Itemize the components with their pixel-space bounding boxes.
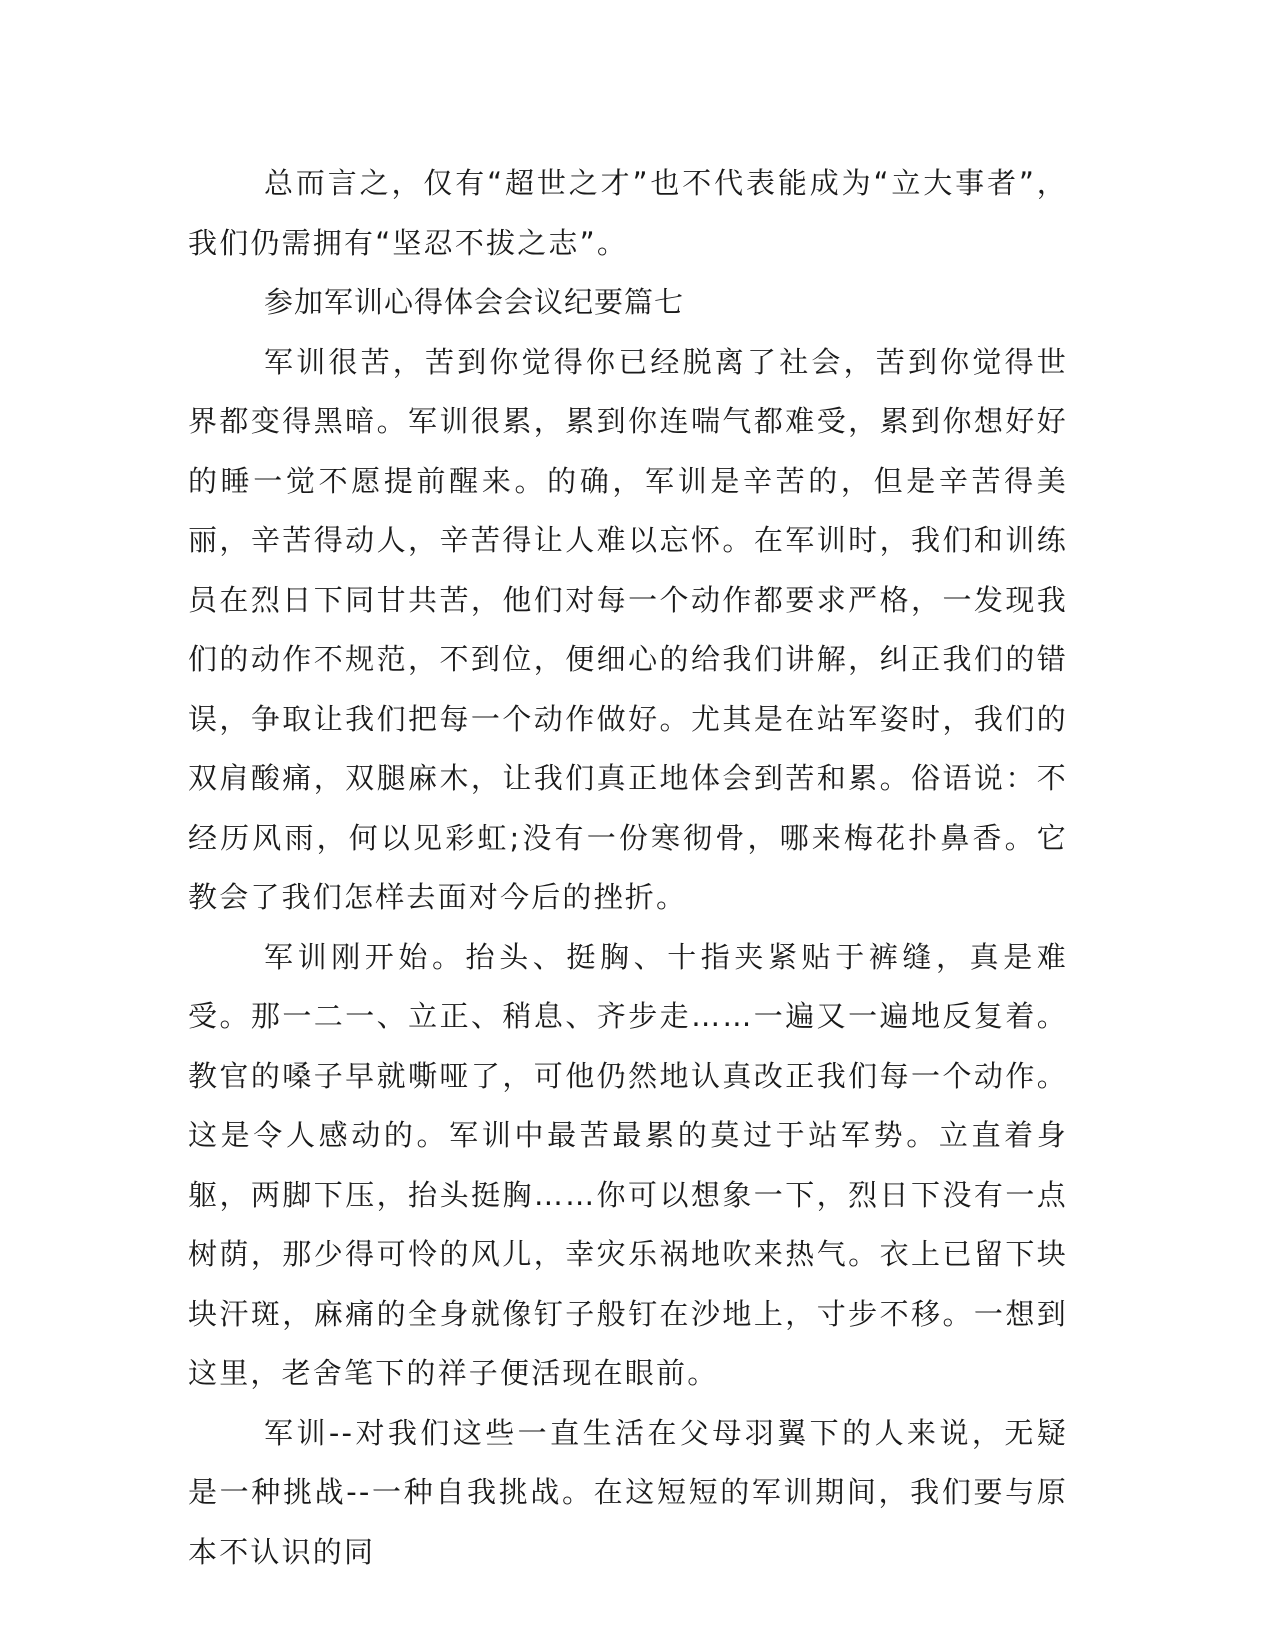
paragraph-training-start: 军训刚开始。抬头、挺胸、十指夹紧贴于裤缝，真是难受。那一二一、立正、稍息、齐步走……一遍又一遍地反复着。教官的嗓子早就嘶哑了，可他仍然地认真改正我们每一个动作。这是令人感动的。军训中最苦最累的莫过于站军势。立直着身躯，两脚下压，抬头挺胸……你可以想象一下，烈日下没有一点树荫，那少得可怜的风儿，幸灾乐祸地吹来热气。衣上已留下块块汗斑，麻痛的全身就像钉子般钉在沙地上，寸步不移。一想到这里，老舍笔下的祥子便活现在眼前。 [188, 939, 1068, 1390]
paragraph-challenge: 军训--对我们这些一直生活在父母羽翼下的人来说，无疑是一种挑战--一种自我挑战。在这短短的军训期间，我们要与原本不认识的同 [188, 1415, 1068, 1569]
paragraph-hardship: 军训很苦，苦到你觉得你已经脱离了社会，苦到你觉得世界都变得黑暗。军训很累，累到你连喘气都难受，累到你想好好的睡一觉不愿提前醒来。的确，军训是辛苦的，但是辛苦得美丽，辛苦得动人，辛苦得让人难以忘怀。在军训时，我们和训练员在烈日下同甘共苦，他们对每一个动作都要求严格，一发现我们的动作不规范，不到位，便细心的给我们讲解，纠正我们的错误，争取让我们把每一个动作做好。尤其是在站军姿时，我们的双肩酸痛，双腿麻木，让我们真正地体会到苦和累。俗语说：不经历风雨，何以见彩虹;没有一份寒彻骨，哪来梅花扑鼻香。它教会了我们怎样去面对今后的挫折。 [188, 344, 1068, 914]
document-page [188, 154, 1068, 1582]
section-heading: 参加军训心得体会会议纪要篇七 [264, 285, 685, 319]
paragraph-conclusion: 总而言之，仅有“超世之才”也不代表能成为“立大事者”，我们仍需拥有“坚忍不拔之志”。 [188, 166, 1068, 260]
